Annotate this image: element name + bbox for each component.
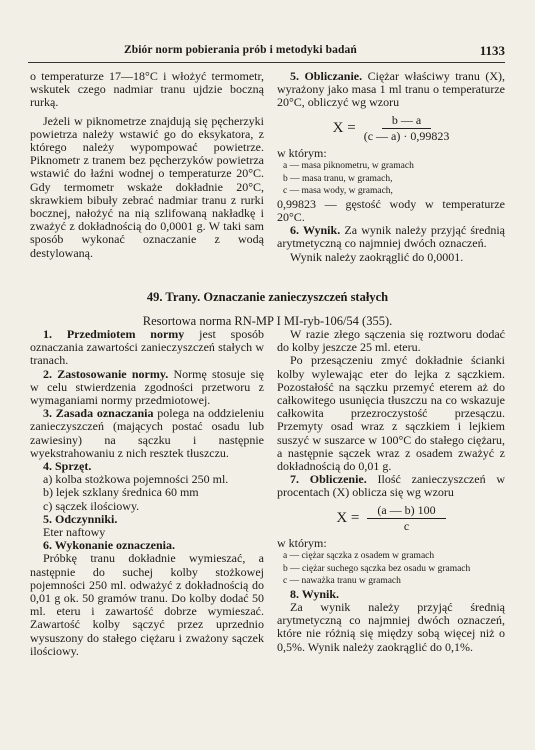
norm-reference: Resortowa norma RN-MP I MI-ryb-106/54 (355). <box>142 314 393 328</box>
clause-text: Normę stosuje się w celu stwierdzenia zgodności przetworu z wymaganiami normy przedmiotowej. <box>30 366 264 408</box>
formula <box>277 114 505 143</box>
right-column-bottom <box>277 328 505 654</box>
clause-heading: 5. Odczynniki. <box>43 511 118 526</box>
fraction <box>364 114 450 143</box>
rounding-note: Wynik należy zaokrąglić do 0,0001. <box>290 249 464 264</box>
clause-heading: 2. Zastosowanie normy. <box>43 366 169 381</box>
definition: b — masa tranu, w gramach, <box>283 173 393 184</box>
formula-lhs: X = <box>336 509 360 526</box>
left-column-top <box>30 70 264 260</box>
denominator: c <box>403 518 410 533</box>
page-number: 1133 <box>479 43 505 58</box>
paragraph: W razie złego sączenia się roztworu dodać do kolby jeszcze 25 ml. eteru. <box>277 327 505 355</box>
clause <box>30 368 264 408</box>
paragraph-text: Ciężar właściwy tranu (X), wyrażony jako masa 1 ml tranu o temperaturze 20°C, obliczyć wg wzoru <box>277 69 505 110</box>
clause <box>277 588 505 601</box>
denominator: (c — a) · 0,99823 <box>363 128 450 143</box>
definition: c — naważka tranu w gramach <box>283 576 401 587</box>
reagent-item: Eter naftowy <box>43 525 106 540</box>
section-heading: 5. Obliczanie. <box>290 69 363 83</box>
where-label: w którym: <box>277 536 327 551</box>
section-heading-block <box>30 290 505 329</box>
clause <box>277 473 505 499</box>
paragraph-result <box>277 224 505 250</box>
numerator: b — a <box>382 114 431 129</box>
clause <box>30 328 264 368</box>
definition: a — masa piknometru, w gramach <box>283 161 414 172</box>
formula-lhs: X = <box>332 119 356 136</box>
formula <box>277 504 505 533</box>
right-column-top <box>277 70 505 264</box>
left-column-bottom <box>30 328 264 658</box>
paragraph-calculation <box>277 70 505 110</box>
equipment-item: a) kolba stożkowa pojemności 250 ml. <box>43 472 229 487</box>
clause <box>30 407 264 460</box>
definition: c — masa wody, w gramach, <box>283 186 393 197</box>
running-header <box>28 44 505 60</box>
where-label: w którym: <box>277 146 327 161</box>
paragraph: Jeżeli w piknometrze znajdują się pęcherzyki powietrza należy wstawić go do eksykatora, z którego należy wypompować powietrze. Piknometr z tranem bez pęcherzyków powietrza wstawić do łaźni wodnej o temperaturze 20°C. Gdy termometr wskaże dokładnie 20°C, skrawkiem bibuły zebrać nadmiar tranu z rurki bocznej, nałożyć na nią szlifowaną nakładkę i zważyć z dokładnością do 0,0001 g. W taki sam sposób wykonać oznaczanie z wodą destylowaną. <box>30 113 264 260</box>
clause-heading: 6. Wykonanie oznaczenia. <box>43 538 176 553</box>
paragraph: o temperaturze 17—18°C i włożyć termometr, wskutek czego nadmiar tranu ujdzie boczną rurką. <box>30 69 264 110</box>
header-rule <box>28 62 505 63</box>
clause-text: jest sposób oznaczania zawartości zanieczyszczeń stałych w tranach. <box>30 327 264 368</box>
header-title: Zbiór norm pobierania prób i metodyki badań <box>124 44 357 56</box>
paragraph: Po przesączeniu zmyć dokładnie ścianki kolby wylewając eter do lejka z sączkiem. Pozostałość na sączku przemyć eterem aż do całkowitego usunięcia tłuszczu na co wskazuje całkowita przezroczystość przesączu. Przemyty osad wraz z sączkiem i lejkiem suszyć w suszarce w 100°C do stałego ciężaru, a następnie sączek wraz z osadem zważyć z dokładnością do 0,01 g. <box>277 353 505 474</box>
clause-text: Za wynik należy przyjąć średnią arytmetyczną co najmniej dwóch oznaczeń, które nie różnią się między sobą więcej niż o 0,5%. Wynik należy zaokrąglić do 0,1%. <box>277 599 505 654</box>
density-note: 0,99823 — gęstość wody w temperaturze 20°C. <box>277 196 505 224</box>
definition: a — ciężar sączka z osadem w gramach <box>283 551 435 562</box>
numerator: (a — b) 100 <box>367 504 445 519</box>
paragraph-text: Za wynik należy przyjąć średnią arytmetyczną co najmniej dwóch oznaczeń. <box>277 223 505 251</box>
section-title: 49. Trany. Oznaczanie zanieczyszczeń stałych <box>146 290 389 304</box>
clause-text: Ilość zanieczyszczeń w procentach (X) oblicza się wg wzoru <box>277 472 505 500</box>
clause-heading: 7. Obliczenie. <box>290 472 367 487</box>
clause-text: polega na oddzieleniu zanieczyszczeń (mających postać osadu lub zawiesiny) na sączku i następnie wyekstrahowaniu z nich resztek tłuszczu. <box>30 406 265 460</box>
definition: b — ciężar suchego sączka bez osadu w gramach <box>283 563 471 574</box>
equipment-item: c) sączek ilościowy. <box>43 498 140 513</box>
fraction <box>367 504 445 533</box>
clause-heading: 3. Zasada oznaczania <box>43 406 154 421</box>
clause-heading: 4. Sprzęt. <box>43 459 92 474</box>
equipment-item: b) lejek szklany średnica 60 mm <box>43 485 199 500</box>
clause-text: Próbkę tranu dokładnie wymieszać, a następnie do suchej kolby stożkowej pojemności 250 ml. odważyć z dokładnością do 0,01 g ok. 50 gramów tranu. Do kolby dodać 50 ml. eteru i zawartość dobrze wymieszać. Zawartość kolby sączyć przez uprzednio wysuszony do stałego ciężaru i zważony sączek ilościowy. <box>30 551 264 658</box>
clause-heading: 8. Wynik. <box>290 586 340 601</box>
section-heading: 6. Wynik. <box>290 223 341 238</box>
clause-heading: 1. Przedmiotem normy <box>43 327 185 341</box>
